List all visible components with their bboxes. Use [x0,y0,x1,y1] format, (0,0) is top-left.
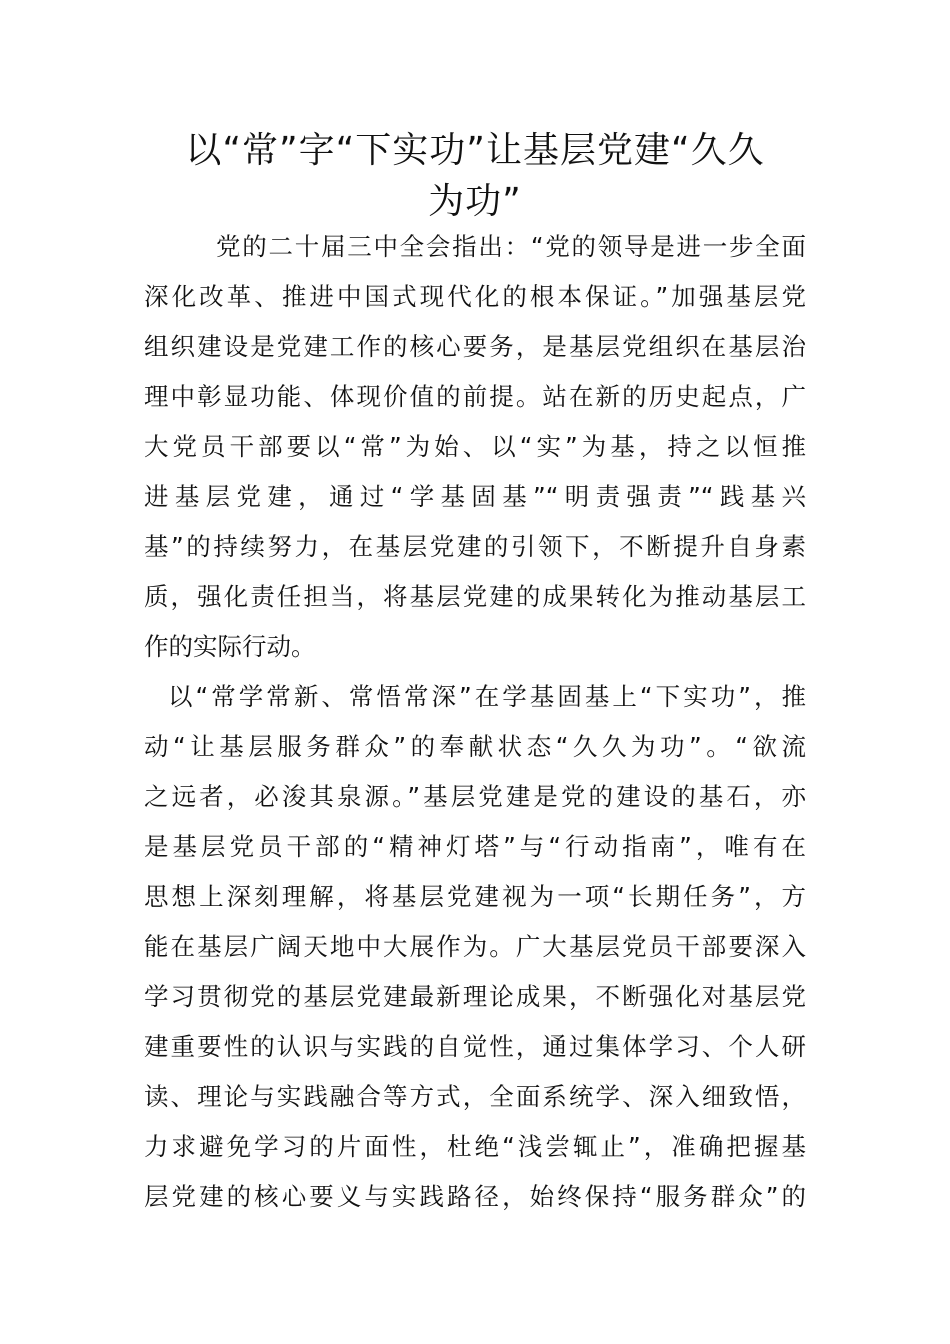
body-line: 建重要性的认识与实践的自觉性，通过集体学习、个人研 [144,1032,806,1061]
body-line: 是基层党员干部的“精神灯塔”与“行动指南”，唯有在 [144,832,806,861]
body-line: 动“让基层服务群众”的奉献状态“久久为功”。“欲流 [144,732,806,761]
body-line: 能在基层广阔天地中大展作为。广大基层党员干部要深入 [144,932,806,961]
article-title-line-1: 以“常”字“下实功”让基层党建“久久 [185,130,765,171]
body-line: 作的实际行动。 [144,632,316,661]
body-line: 大党员干部要以“常”为始、以“实”为基，持之以恒推 [144,432,806,461]
body-line: 学习贯彻党的基层党建最新理论成果，不断强化对基层党 [144,982,806,1011]
body-line: 思想上深刻理解，将基层党建视为一项“长期任务”，方 [144,882,806,911]
body-line: 层党建的核心要义与实践路径，始终保持“服务群众”的 [144,1182,806,1211]
body-line: 理中彰显功能、体现价值的前提。站在新的历史起点，广 [144,382,806,411]
body-line: 组织建设是党建工作的核心要务，是基层党组织在基层治 [144,332,806,361]
body-line: 深化改革、推进中国式现代化的根本保证。”加强基层党 [144,282,806,311]
body-line: 以“常学常新、常悟常深”在学基固基上“下实功”，推 [168,682,806,711]
body-line: 进基层党建，通过“学基固基”“明责强责”“践基兴 [144,482,806,511]
body-line: 读、理论与实践融合等方式，全面系统学、深入细致悟， [144,1082,806,1111]
body-line: 之远者，必浚其泉源。”基层党建是党的建设的基石，亦 [144,782,806,811]
article-title-line-2: 为功” [428,181,522,222]
body-line: 党的二十届三中全会指出：“党的领导是进一步全面 [216,232,806,261]
body-line: 基”的持续努力，在基层党建的引领下，不断提升自身素 [144,532,806,561]
body-line: 力求避免学习的片面性，杜绝“浅尝辄止”，准确把握基 [144,1132,806,1161]
body-line: 质，强化责任担当，将基层党建的成果转化为推动基层工 [144,582,806,611]
